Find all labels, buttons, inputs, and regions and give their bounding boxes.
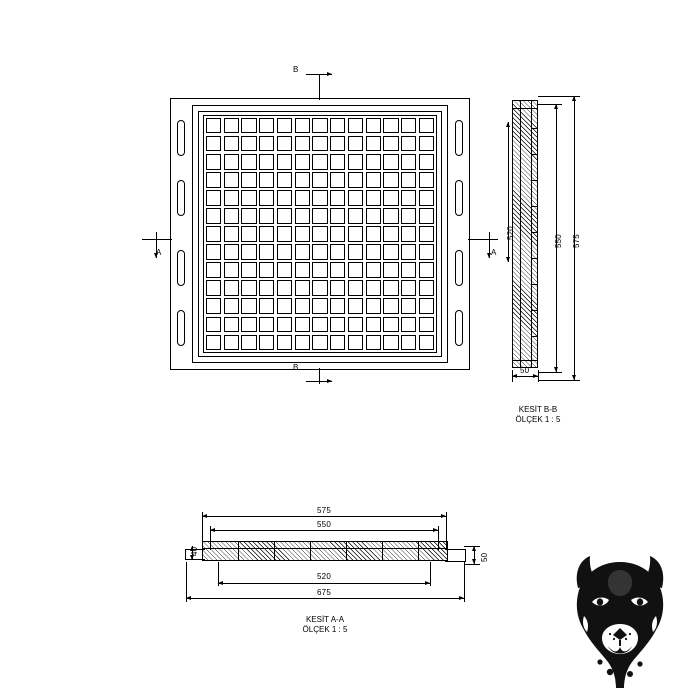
grating-cell [383, 154, 398, 169]
section-bb-caption-line1: KESİT B-B [518, 405, 558, 414]
grating-cell [224, 208, 239, 223]
dim-bb-575-ext-top [538, 96, 580, 97]
grating-cell [419, 118, 434, 133]
grating-cell [348, 154, 363, 169]
section-bb-rib [531, 284, 538, 285]
grating-cell [259, 208, 274, 223]
grating-cell [241, 136, 256, 151]
dim-aa-50-ext-top [464, 546, 480, 547]
dim-aa-50-label: 50 [480, 552, 489, 562]
grating-cell [330, 154, 345, 169]
grating-cell [330, 298, 345, 313]
section-aa-rib [238, 541, 239, 561]
grating-cell [295, 226, 310, 241]
grating-cell [366, 244, 381, 259]
grating-cell [419, 262, 434, 277]
grating-cell [312, 136, 327, 151]
grating-cell [312, 190, 327, 205]
grating-cell [224, 317, 239, 332]
grating-cell [348, 172, 363, 187]
grating-cell [330, 335, 345, 350]
grating-cell [348, 226, 363, 241]
grating-cell [241, 317, 256, 332]
grating-cell [330, 280, 345, 295]
section-aa-rib [346, 541, 347, 561]
grating-cell [348, 280, 363, 295]
grating-cell [366, 136, 381, 151]
grating-cell [330, 136, 345, 151]
grating-cell [206, 280, 221, 295]
grating-cell [401, 208, 416, 223]
dim-bb-50-ext-left [512, 370, 513, 382]
grating-cell [401, 190, 416, 205]
grating-cell [224, 280, 239, 295]
grating-cell [419, 317, 434, 332]
grating-cell [224, 244, 239, 259]
dim-bb-575-ext-bottom [538, 380, 580, 381]
section-aa-rib [418, 541, 419, 561]
grating-cell [277, 190, 292, 205]
dim-bb-50-ext-right [538, 370, 539, 382]
grating-cell [366, 317, 381, 332]
grating-cell [330, 118, 345, 133]
grating-cell [206, 317, 221, 332]
grating-cell [330, 317, 345, 332]
grating-cell [206, 136, 221, 151]
section-bb-rib [531, 336, 538, 337]
grating-cell [295, 118, 310, 133]
grating-cell [401, 335, 416, 350]
section-aa-left-taper-bottom [185, 559, 205, 560]
grating-cell [312, 335, 327, 350]
grating-cell [348, 136, 363, 151]
grating-cell [383, 280, 398, 295]
grating-cell [277, 244, 292, 259]
grating-cell [259, 118, 274, 133]
grating-cell [312, 298, 327, 313]
grating-cell [295, 172, 310, 187]
section-bb-inner-line-2 [531, 100, 532, 368]
mounting-slot [455, 250, 463, 286]
grating-cell [295, 154, 310, 169]
grating-cell [277, 262, 292, 277]
dim-aa-520-ext-right [430, 562, 431, 586]
section-bb-rib [531, 154, 538, 155]
grating-cell [383, 317, 398, 332]
section-arrow-head-b-bottom [327, 379, 332, 383]
grating-cell [206, 226, 221, 241]
grating-cell [295, 262, 310, 277]
section-bb-rib [531, 180, 538, 181]
grating-cell [259, 154, 274, 169]
grating-cell [348, 118, 363, 133]
grating-cell [295, 190, 310, 205]
grating-cell [383, 190, 398, 205]
grating-cell [401, 172, 416, 187]
grating-cell [348, 244, 363, 259]
grating-cell [241, 335, 256, 350]
dim-bb-50-label: 50 [520, 366, 530, 375]
grating-cell [383, 244, 398, 259]
section-bb-body [512, 100, 538, 368]
grating-cell [366, 118, 381, 133]
grating-cell [383, 172, 398, 187]
dim-aa-550-label: 550 [317, 520, 331, 529]
grating-cell [295, 317, 310, 332]
section-bb-top-lip [512, 108, 538, 109]
grating-cell [312, 226, 327, 241]
grating-cell [295, 335, 310, 350]
dim-bb-520-line [508, 122, 509, 262]
section-aa-rib [382, 541, 383, 561]
grating-cell [366, 154, 381, 169]
section-marker-a-left: A [156, 248, 162, 257]
grating-cell [259, 262, 274, 277]
grating-cell [348, 190, 363, 205]
section-aa-right-edge [465, 549, 466, 562]
dim-aa-550-line [210, 530, 438, 531]
grating-cell [312, 280, 327, 295]
grating-cell [206, 154, 221, 169]
grating-cell [383, 136, 398, 151]
grating-cell [348, 317, 363, 332]
grating-cell [259, 335, 274, 350]
dim-bb-550-ext-top [538, 104, 562, 105]
dim-aa-520-ext-left [218, 562, 219, 586]
grating-cell [419, 280, 434, 295]
grating-cell [241, 262, 256, 277]
dim-aa-675-label: 675 [317, 588, 331, 597]
grating-cell [419, 172, 434, 187]
section-aa-caption-line2: ÖLÇEK 1 : 5 [302, 625, 348, 634]
grating-cell [383, 298, 398, 313]
grating-cell [330, 262, 345, 277]
grating-cell [312, 244, 327, 259]
mounting-slot [177, 180, 185, 216]
grating-cell [206, 262, 221, 277]
mounting-slot [177, 310, 185, 346]
mounting-slot [455, 310, 463, 346]
grating-cell [277, 298, 292, 313]
grating-cell [241, 118, 256, 133]
grating-cell [206, 244, 221, 259]
section-arrow-head-b-top [327, 72, 332, 76]
grating-cell [277, 208, 292, 223]
grating-cell [383, 208, 398, 223]
grating-cell [206, 190, 221, 205]
mounting-slot [455, 180, 463, 216]
grating-cell [259, 136, 274, 151]
grating-cell [277, 172, 292, 187]
dim-aa-550-ext-left [210, 526, 211, 550]
dim-aa-675-line [186, 598, 464, 599]
grating-cell [224, 136, 239, 151]
grating-cell [241, 280, 256, 295]
mounting-slot [177, 250, 185, 286]
grating-cell [241, 244, 256, 259]
section-bb-rib [531, 258, 538, 259]
grating-cell [419, 190, 434, 205]
grating-cell [259, 244, 274, 259]
section-aa-caption-line1: KESİT A-A [305, 615, 345, 624]
section-aa-right-taper-top [445, 549, 465, 550]
dim-aa-575-label: 575 [317, 506, 331, 515]
grating-cell [224, 190, 239, 205]
section-bb-rib [531, 232, 538, 233]
grating-cell [419, 208, 434, 223]
grating-cell [330, 226, 345, 241]
grating-cell [277, 118, 292, 133]
section-bb-rib [531, 128, 538, 129]
grating-cell [330, 244, 345, 259]
grating-cell [241, 172, 256, 187]
grating-cell [277, 280, 292, 295]
dim-aa-675-ext-left [186, 562, 187, 602]
grating-cell [366, 190, 381, 205]
grating-cell [383, 118, 398, 133]
grating-cell [419, 154, 434, 169]
grating-cell [419, 335, 434, 350]
grating-cell [295, 298, 310, 313]
grating-cell [224, 154, 239, 169]
grating-cell [295, 244, 310, 259]
grating-cell [277, 136, 292, 151]
grating-cell [383, 335, 398, 350]
grating-cell [295, 136, 310, 151]
grating-cell [401, 154, 416, 169]
grating-cell [348, 335, 363, 350]
dim-aa-550-ext-right [438, 526, 439, 550]
grating-cell [366, 262, 381, 277]
section-marker-a-right: A [491, 248, 497, 257]
dim-bb-520-arrow-bottom [506, 257, 510, 262]
grating-cell [419, 244, 434, 259]
section-bb-bottom-lip [512, 360, 538, 361]
grating-cell [383, 226, 398, 241]
grating-cell [348, 208, 363, 223]
grating-cell [312, 118, 327, 133]
grating-cell [383, 262, 398, 277]
grating-cell [330, 172, 345, 187]
grating-cell [241, 154, 256, 169]
dim-bb-575-label: 575 [572, 234, 581, 248]
grating-cell [330, 190, 345, 205]
grating-cell [259, 298, 274, 313]
dim-bb-550-ext-bottom [538, 372, 562, 373]
section-line-b-top [319, 74, 320, 100]
dim-aa-575-ext-left [202, 512, 203, 550]
mounting-slot [455, 120, 463, 156]
grating-cell [295, 280, 310, 295]
dim-bb-550-label: 550 [554, 234, 563, 248]
grating-cell [277, 335, 292, 350]
section-aa-rib [274, 541, 275, 561]
dim-aa-50-ext-bottom [464, 564, 480, 565]
grating-cell [259, 172, 274, 187]
section-line-a-right [468, 239, 498, 240]
grating-cell [206, 298, 221, 313]
section-marker-b-top: B [293, 65, 299, 74]
grating-cell [277, 317, 292, 332]
dim-bb-520-arrow-top [506, 122, 510, 127]
grating-cell [419, 226, 434, 241]
grating-cell [366, 335, 381, 350]
grating-cell [241, 226, 256, 241]
grating-cell [348, 298, 363, 313]
grating-cell [419, 298, 434, 313]
grating-cell [312, 172, 327, 187]
grating-cell [348, 262, 363, 277]
grating-cell [259, 226, 274, 241]
grating-cell [241, 298, 256, 313]
grating-cell [259, 317, 274, 332]
grating-cell [366, 280, 381, 295]
grating-cell [401, 262, 416, 277]
dim-bb-520-label: 520 [506, 226, 515, 240]
grating-cell [419, 136, 434, 151]
section-bb-rib [531, 310, 538, 311]
grating-cell [401, 317, 416, 332]
section-line-a-left [142, 239, 172, 240]
grating-cell [206, 335, 221, 350]
grating-cell [206, 118, 221, 133]
section-aa-rib [310, 541, 311, 561]
section-bb-rib [531, 206, 538, 207]
grating-cell [295, 208, 310, 223]
grating-cell [366, 226, 381, 241]
mounting-slot [177, 120, 185, 156]
grating-cell [277, 226, 292, 241]
dim-aa-520-label: 520 [317, 572, 331, 581]
section-bb-caption-line2: ÖLÇEK 1 : 5 [515, 415, 561, 424]
grating-cell [401, 244, 416, 259]
dim-aa-520-line [218, 583, 430, 584]
grating-cell-grid [206, 118, 434, 350]
section-arrow-head-a-right [487, 253, 491, 258]
grating-cell [401, 226, 416, 241]
grating-cell [241, 190, 256, 205]
grating-cell [259, 190, 274, 205]
grating-cell [206, 208, 221, 223]
grating-cell [366, 172, 381, 187]
section-aa-left-edge [185, 549, 186, 560]
grating-cell [312, 208, 327, 223]
grating-cell [259, 280, 274, 295]
dim-aa-675-ext-right [464, 562, 465, 602]
grating-cell [366, 298, 381, 313]
section-bb-inner-line-1 [520, 100, 521, 368]
grating-cell [366, 208, 381, 223]
grating-cell [206, 172, 221, 187]
section-marker-b-bottom: B [293, 363, 299, 372]
leopard-head-logo [556, 550, 684, 690]
grating-cell [401, 118, 416, 133]
dim-aa-575-line [202, 516, 446, 517]
grating-cell [312, 154, 327, 169]
dim-aa-40-label: 40 [190, 546, 199, 556]
grating-cell [401, 280, 416, 295]
grating-cell [224, 118, 239, 133]
grating-cell [241, 208, 256, 223]
grating-cell [330, 208, 345, 223]
dim-aa-575-ext-right [446, 512, 447, 550]
grating-cell [401, 298, 416, 313]
grating-cell [224, 335, 239, 350]
section-aa-right-taper-bottom [445, 561, 465, 562]
grating-cell [224, 226, 239, 241]
grating-cell [401, 136, 416, 151]
grating-cell [224, 298, 239, 313]
grating-cell [312, 262, 327, 277]
grating-cell [277, 154, 292, 169]
grating-cell [312, 317, 327, 332]
plan-view [170, 98, 470, 370]
grating-cell [224, 172, 239, 187]
grating-cell [224, 262, 239, 277]
